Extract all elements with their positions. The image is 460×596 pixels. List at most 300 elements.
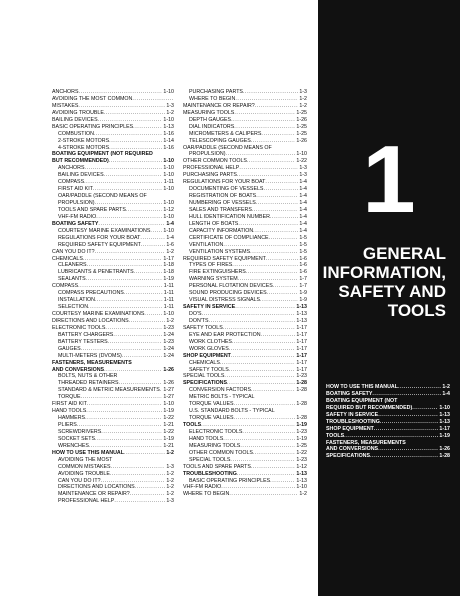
dot-leader [267, 290, 299, 297]
index-entry-page: 1-4 [299, 186, 307, 193]
index-entry [52, 339, 174, 346]
index-entry-page: 1-3 [299, 165, 307, 172]
index-entry-text: ELECTRONIC TOOLS [189, 428, 243, 435]
dot-leader [238, 221, 298, 228]
index-entry-text: BOATING SAFETY [52, 220, 99, 227]
index-entry-page: 1-17 [296, 345, 307, 352]
index-entry [52, 478, 174, 485]
index-entry-text: AVOIDING THE MOST COMMON [52, 95, 133, 102]
index-entry [183, 408, 307, 415]
dot-leader [150, 228, 162, 235]
dot-leader [89, 443, 162, 450]
dot-leader [238, 276, 299, 283]
index-entry [183, 346, 307, 353]
index-entry [52, 325, 174, 332]
index-entry-page: 1-18 [163, 262, 174, 269]
index-entry-text: MICROMETERS & CALIPERS [189, 130, 262, 137]
index-entry-page: 1-24 [163, 345, 174, 352]
index-entry-text: PERSONAL FLOTATION DEVICES [189, 283, 273, 290]
index-entry [183, 290, 307, 297]
index-entry-page: 1-14 [163, 137, 174, 144]
dot-leader [229, 367, 296, 374]
index-entry-text: BASIC OPERATING PRINCIPLES [52, 123, 134, 130]
dot-leader [94, 131, 162, 138]
index-entry-page: 1-27 [163, 394, 174, 401]
dot-leader [232, 339, 295, 346]
chapter-title-line: INFORMATION, [322, 263, 446, 282]
dot-leader [113, 332, 162, 339]
toc-entry [326, 405, 450, 412]
index-entry-text: HAMMERS [58, 415, 86, 422]
dot-leader [134, 269, 163, 276]
index-entry-page: 1-11 [163, 304, 174, 311]
index-entry-text: COMPASS PRECAUTIONS [58, 290, 124, 297]
index-entry [52, 471, 174, 478]
index-entry [183, 325, 307, 332]
dot-leader [232, 262, 298, 269]
index-entry-page: 1-3 [299, 89, 307, 95]
index-entry [52, 436, 174, 443]
index-entry-text: VENTILATION [189, 241, 224, 248]
index-entry-text: COURTESY MARINE EXAMINATIONS [58, 227, 151, 234]
index-entry [183, 131, 307, 138]
toc-entry-text: HOW TO USE THIS MANUAL [326, 384, 398, 390]
dot-leader [374, 426, 439, 433]
dot-leader [261, 131, 295, 138]
index-entry-page: 1-10 [163, 89, 174, 95]
index-entry-page: 1-2 [166, 248, 174, 255]
dot-leader [119, 380, 163, 387]
index-entry-text: SCREWDRIVERS [58, 428, 102, 435]
index-entry-page: 1-17 [296, 324, 307, 331]
chapter-title-line: SAFETY AND [338, 282, 446, 301]
index-entry [183, 436, 307, 443]
index-entry-page: 1-19 [163, 276, 174, 283]
dot-leader [126, 207, 162, 214]
index-entry-text: HOW TO USE THIS MANUAL [52, 449, 124, 456]
index-entry [183, 242, 307, 249]
index-entry [183, 89, 307, 96]
chapter-title [316, 244, 446, 320]
index-entry-text: WHERE TO BEGIN [183, 491, 230, 498]
index-entry-page: 1-7 [299, 276, 307, 283]
index-entry-page: 1-2 [299, 102, 307, 109]
index-entry-text: ANCHORS [52, 89, 79, 95]
index-entry [52, 394, 174, 401]
index-entry-page: 1-10 [163, 227, 174, 234]
index-entry [183, 283, 307, 290]
index-entry-page: 1-10 [296, 151, 307, 158]
toc-entry-text: SAFETY IN SERVICE [326, 411, 379, 418]
dot-leader [104, 367, 162, 374]
dot-leader [87, 401, 162, 408]
index-entry-text: PURCHASING PARTS [183, 172, 237, 179]
index-entry [183, 117, 307, 124]
dot-leader [78, 103, 165, 110]
index-entry-text: VHF-FM RADIO [58, 213, 97, 220]
index-entry [183, 367, 307, 374]
dot-leader [344, 433, 438, 440]
dot-leader [109, 145, 162, 152]
index-entry-page: 1-25 [296, 130, 307, 137]
index-entry-text: REQUIRED SAFETY EQUIPMENT [183, 255, 266, 262]
index-entry-text: STANDARD & METRIC MEASUREMENTS [58, 387, 160, 394]
index-entry-page: 1-4 [299, 193, 307, 200]
index-entry [52, 214, 174, 221]
index-entry-text: CERTIFICATE OF COMPLIANCE [189, 234, 269, 241]
index-entry-text: MEASURING TOOLS [183, 109, 235, 116]
dot-leader [223, 242, 298, 249]
dot-leader [230, 457, 295, 464]
index-entry-text: DIRECTIONS AND LOCATIONS [58, 484, 135, 491]
index-entry [52, 464, 174, 471]
dot-leader [251, 387, 295, 394]
index-entry-text: SOUND PRODUCING DEVICES [189, 290, 267, 297]
index-entry [183, 151, 307, 158]
index-entry-text: VENTILATION SYSTEMS [189, 248, 251, 255]
dot-leader [135, 484, 166, 491]
dot-leader [261, 332, 296, 339]
toc-entry [326, 446, 450, 453]
index-entry [52, 242, 174, 249]
dot-leader [85, 415, 162, 422]
index-entry-text: PROFESSIONAL HELP [183, 165, 240, 172]
dot-leader [234, 110, 295, 117]
index-entry [52, 346, 174, 353]
index-entry-text: MEASURING TOOLS [189, 442, 241, 449]
index-entry-text: DON'TS [189, 317, 209, 324]
index-entry [52, 186, 174, 193]
toc-entry-text: FASTENERS, MEASUREMENTS [326, 439, 406, 446]
index-entry-page: 1-26 [296, 116, 307, 123]
toc-entry-text: AND CONVERSIONS [326, 446, 379, 453]
dot-leader [270, 478, 295, 485]
index-entry-text: U.S. STANDARD BOLTS - TYPICAL [189, 408, 275, 415]
index-entry [52, 450, 174, 457]
index-entry-page: 1-2 [166, 470, 174, 477]
index-entry-page: 1-26 [163, 366, 174, 373]
index-entry-page: 1-11 [163, 283, 174, 290]
index-entry [183, 276, 307, 283]
index-entry [52, 498, 174, 505]
index-entry-text: METRIC BOLTS - TYPICAL [189, 394, 255, 401]
toc-entry [326, 440, 450, 447]
index-entry-page: 1-5 [299, 241, 307, 248]
toc-entry-page: 1-2 [442, 384, 450, 390]
dot-leader [398, 384, 441, 391]
dot-leader [95, 200, 163, 207]
index-entry-page: 1-25 [296, 109, 307, 116]
index-entry-text: TOOLS [183, 422, 202, 428]
index-entry [52, 124, 174, 131]
dot-leader [234, 415, 296, 422]
index-entry-text: WORK CLOTHES [189, 338, 232, 345]
index-entry [52, 96, 174, 103]
index-entry-page: 1-12 [296, 463, 307, 470]
index-entry-text: SHOP EQUIPMENT [183, 352, 231, 359]
index-entry-text: SOCKET SETS [58, 435, 95, 442]
index-entry [183, 172, 307, 179]
index-entry-text: OAR/PADDLE (SECOND MEANS OF [183, 144, 272, 151]
index-entry-text: MISTAKES [52, 102, 79, 109]
index-entry [183, 394, 307, 401]
index-entry [52, 422, 174, 429]
index-entry-page: 1-4 [299, 179, 307, 186]
index-entry-page: 1-26 [163, 380, 174, 387]
dot-leader [227, 380, 295, 387]
dot-leader [108, 339, 163, 346]
index-entry-text: BOLTS, NUTS & OTHER [58, 373, 118, 380]
index-entry [183, 249, 307, 256]
index-entry [183, 235, 307, 242]
toc-entry [326, 398, 450, 405]
index-entry-page: 1-13 [296, 477, 307, 484]
dot-leader [81, 394, 163, 401]
index-entry-text: SEALANTS [58, 276, 86, 283]
index-entry [52, 131, 174, 138]
index-entry-text: TORQUE VALUES [189, 401, 234, 408]
index-entry [52, 318, 174, 325]
index-entry-text: 4-STROKE MOTORS [58, 144, 110, 151]
index-entry [183, 332, 307, 339]
index-entry [52, 249, 174, 256]
index-entry-page: 1-23 [296, 456, 307, 463]
index-entry-text: AVOIDING TROUBLE [52, 109, 104, 116]
dot-leader [253, 450, 295, 457]
index-entry-page: 1-10 [163, 172, 174, 179]
index-entry-page: 1-4 [299, 220, 307, 227]
index-entry [183, 103, 307, 110]
dot-leader [202, 311, 296, 318]
index-entry [183, 96, 307, 103]
dot-leader [144, 311, 162, 318]
index-entry-text: OTHER COMMON TOOLS [183, 158, 247, 165]
index-entry-text: SELECTION [58, 304, 89, 311]
index-entry-page: 1-19 [163, 435, 174, 442]
toc-entry-page: 1-26 [439, 446, 450, 453]
index-entry-page: 1-23 [163, 338, 174, 345]
index-entry-text: FIRE EXTINGUISHERS [189, 269, 246, 276]
index-entry-text: REGISTRATION OF BOATS [189, 193, 257, 200]
index-entry-text: DIAL INDICATORS [189, 123, 235, 130]
dot-leader [235, 96, 298, 103]
toc-entry-text: BOATING EQUIPMENT (NOT [326, 397, 398, 404]
index-entry-page: 1-2 [166, 477, 174, 484]
index-entry-page: 1-22 [163, 415, 174, 422]
dot-leader [235, 304, 295, 311]
index-entry [183, 491, 307, 498]
index-entry [52, 367, 174, 374]
index-entry [52, 158, 174, 165]
index-column-middle [183, 89, 307, 498]
dot-leader [234, 401, 296, 408]
index-entry-text: INSTALLATION [58, 297, 95, 304]
index-entry-text: PROPULSION) [58, 200, 95, 206]
index-entry [52, 491, 174, 498]
index-entry-page: 1-2 [166, 317, 174, 324]
index-entry [52, 103, 174, 110]
index-entry-text: DOCUMENTING OF VESSELS [189, 186, 264, 193]
index-entry [52, 117, 174, 124]
dot-leader [105, 325, 162, 332]
index-entry [52, 276, 174, 283]
index-entry [183, 422, 307, 429]
index-entry-page: 1-24 [163, 331, 174, 338]
index-entry [183, 471, 307, 478]
index-entry-text: HULL IDENTIFICATION NUMBER [189, 213, 270, 220]
toc-entry-page: 1-19 [439, 432, 450, 439]
index-entry-text: CONVERSION FACTORS [189, 387, 252, 394]
index-entry-page: 1-10 [163, 158, 174, 165]
index-entry-page: 1-10 [163, 116, 174, 123]
dot-leader [234, 124, 295, 131]
index-entry-text: COMPASS [52, 283, 79, 290]
dot-leader [78, 283, 163, 290]
toc-entry [326, 412, 450, 419]
index-entry-text: CHEMICALS [52, 255, 83, 262]
index-entry-text: CAN YOU DO IT? [52, 248, 95, 255]
index-entry-text: MAINTENANCE OR REPAIR? [58, 491, 130, 498]
dot-leader [270, 214, 298, 221]
dot-leader [201, 422, 295, 429]
dot-leader [240, 443, 295, 450]
index-entry [183, 138, 307, 145]
index-entry-page: 1-7 [299, 283, 307, 290]
index-entry [183, 387, 307, 394]
dot-leader [263, 186, 298, 193]
index-entry-text: PURCHASING PARTS [189, 89, 243, 95]
index-entry-text: OAR/PADDLE (SECOND MEANS OF [58, 193, 147, 200]
dot-leader [370, 453, 438, 460]
dot-leader [242, 429, 295, 436]
index-entry-page: 1-3 [166, 102, 174, 109]
index-entry-text: ELECTRONIC TOOLS [52, 324, 106, 331]
dot-leader [141, 242, 165, 249]
index-entry [52, 221, 174, 228]
index-entry-page: 1-25 [296, 123, 307, 130]
dot-leader [124, 450, 165, 457]
index-entry-page: 1-13 [296, 311, 307, 317]
index-entry [183, 450, 307, 457]
index-entry-text: OTHER COMMON TOOLS [189, 449, 253, 456]
index-entry [183, 186, 307, 193]
dot-leader [250, 249, 298, 256]
dot-leader [237, 172, 298, 179]
toc-entry [326, 433, 450, 440]
index-entry-text: LUBRICANTS & PENETRANTS [58, 269, 134, 276]
index-entry [183, 158, 307, 165]
index-entry-page: 1-11 [163, 297, 174, 304]
index-entry [183, 339, 307, 346]
index-entry-text: BASIC OPERATING PRINCIPLES [189, 477, 271, 484]
dot-leader [251, 138, 296, 145]
chapter-panel [318, 0, 460, 596]
dot-leader [243, 89, 298, 96]
index-entry [183, 484, 307, 491]
chapter-number: 1 [362, 126, 416, 233]
index-entry-page: 1-23 [296, 428, 307, 435]
index-entry-page: 1-6 [299, 262, 307, 269]
index-entry-page: 1-24 [163, 352, 174, 359]
index-entry [183, 401, 307, 408]
index-entry-text: LENGTH OF BOATS [189, 220, 239, 227]
index-entry-text: WORK GLOVES [189, 345, 229, 352]
index-entry-page: 1-21 [163, 422, 174, 428]
index-entry-page: 1-5 [299, 248, 307, 255]
index-entry-page: 1-4 [299, 213, 307, 220]
index-entry-text: MULTI-METERS (DVOMS) [58, 352, 122, 359]
dot-leader [87, 262, 163, 269]
index-entry-text: SAFETY TOOLS [189, 366, 229, 373]
index-entry-text: BATTERY CHARGERS [58, 331, 114, 338]
dot-leader [95, 297, 163, 304]
index-entry-text: REGULATIONS FOR YOUR BOAT [183, 179, 266, 186]
index-entry-text: VISUAL DISTRESS SIGNALS [189, 297, 261, 304]
dot-leader [253, 228, 298, 235]
index-entry-text: HAND TOOLS [189, 435, 224, 442]
toc-entry-page: 1-17 [439, 425, 450, 432]
toc-entry-text: REQUIRED BUT RECOMMENDED) [326, 404, 413, 411]
index-entry-text: WHERE TO BEGIN [189, 95, 236, 102]
index-entry-text: BOATING EQUIPMENT (NOT REQUIRED [52, 151, 153, 158]
index-entry-text: BUT RECOMMENDED) [52, 158, 109, 165]
dot-leader [223, 325, 296, 332]
index-entry [52, 165, 174, 172]
index-entry [183, 193, 307, 200]
index-entry-text: HAND TOOLS [52, 408, 87, 415]
index-entry-text: FIRST AID KIT [52, 401, 87, 408]
index-entry [52, 387, 174, 394]
toc-entry-page: 1-13 [439, 411, 450, 418]
dot-leader [109, 158, 163, 165]
dot-leader [79, 89, 163, 96]
index-entry-page: 1-10 [163, 186, 174, 193]
index-entry-page: 1-10 [163, 213, 174, 220]
toc-entry-text: TOOLS [326, 432, 345, 439]
dot-leader [247, 158, 295, 165]
index-entry [52, 256, 174, 263]
dot-leader [98, 117, 163, 124]
chapter-title-line: GENERAL [362, 244, 446, 263]
index-entry [52, 200, 174, 207]
index-entry-page: 1-27 [163, 387, 174, 394]
index-entry-text: DEPTH GAUGES [189, 116, 232, 123]
dot-leader [220, 360, 295, 367]
dot-leader [231, 117, 295, 124]
index-entry [183, 179, 307, 186]
dot-leader [81, 346, 163, 353]
index-entry [52, 179, 174, 186]
dot-leader [130, 491, 166, 498]
index-entry [52, 193, 174, 200]
index-entry-text: AVOIDING THE MOST [58, 456, 113, 463]
index-entry-text: SALES AND TRANSFERS [189, 206, 252, 213]
dot-leader [260, 297, 298, 304]
index-entry [52, 304, 174, 311]
index-entry [52, 353, 174, 360]
index-entry [52, 89, 174, 96]
index-entry-page: 1-16 [163, 130, 174, 137]
index-entry-page: 1-13 [296, 304, 307, 311]
dot-leader [229, 346, 296, 353]
toc-entry [326, 391, 450, 398]
index-entry-page: 1-25 [296, 442, 307, 449]
toc-entry [326, 419, 450, 426]
index-entry [183, 415, 307, 422]
dot-leader [380, 419, 439, 426]
index-entry [183, 457, 307, 464]
index-entry-text: COMMON MISTAKES [58, 463, 111, 470]
